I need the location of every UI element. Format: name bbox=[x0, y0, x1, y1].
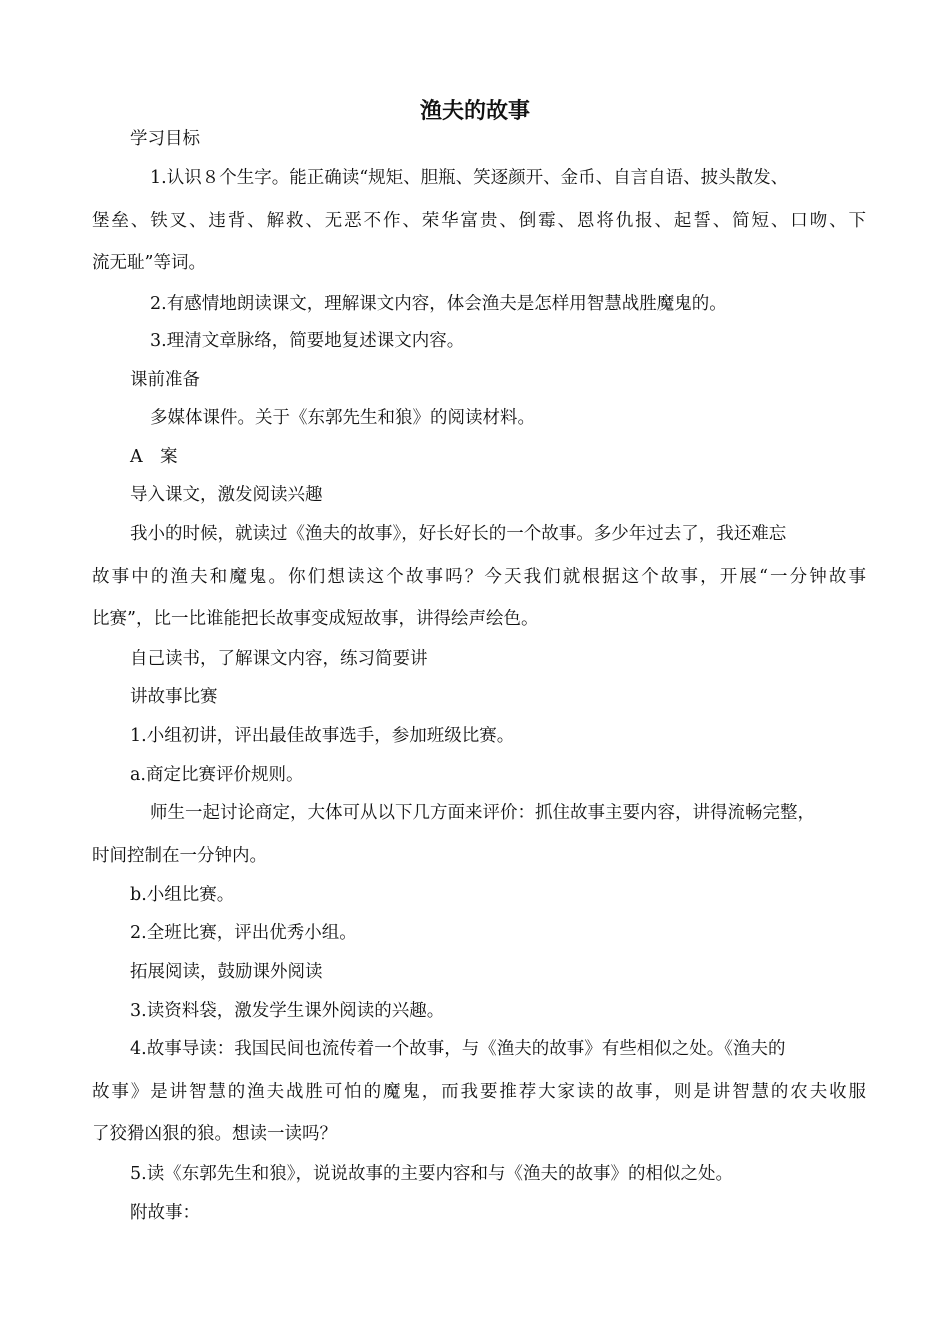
heading-introduction: 导入课文，激发阅读兴趣 bbox=[130, 485, 323, 505]
objective-3: 3.理清文章脉络，简要地复述课文内容。 bbox=[150, 331, 465, 351]
intro-paragraph-line-2: 故事中的渔夫和魔鬼。你们想读这个故事吗？今天我们就根据这个故事，开展“一分钟故事 bbox=[92, 567, 866, 587]
intro-paragraph-line-3: 比赛”，比一比谁能把长故事变成短故事，讲得绘声绘色。 bbox=[92, 609, 539, 629]
reading-step-4-line-3: 了狡猾凶狠的狼。想读一读吗？ bbox=[92, 1124, 337, 1144]
contest-step-2: 2.全班比赛，评出优秀小组。 bbox=[130, 923, 357, 943]
heading-story-contest: 讲故事比赛 bbox=[130, 687, 218, 707]
preparation-text: 多媒体课件。关于《东郭先生和狼》的阅读材料。 bbox=[150, 408, 535, 428]
objective-1-line-1: 1.认识８个生字。能正确读“规矩、胆瓶、笑逐颜开、金币、自言自语、披头散发、 bbox=[150, 168, 789, 188]
objective-2: 2.有感情地朗读课文，理解课文内容，体会渔夫是怎样用智慧战胜魔鬼的。 bbox=[150, 294, 727, 314]
contest-step-1: 1.小组初讲，评出最佳故事选手，参加班级比赛。 bbox=[130, 726, 515, 746]
contest-step-1b: b.小组比赛。 bbox=[130, 885, 235, 905]
objective-1-line-2: 堡垒、铁叉、违背、解救、无恶不作、荣华富贵、倒霉、恩将仇报、起誓、简短、口吻、下 bbox=[92, 211, 866, 231]
appendix-heading: 附故事： bbox=[130, 1203, 200, 1223]
rules-paragraph-line-2: 时间控制在一分钟内。 bbox=[92, 846, 267, 866]
reading-step-3: 3.读资料袋，激发学生课外阅读的兴趣。 bbox=[130, 1001, 445, 1021]
reading-step-4-line-2: 故事》是讲智慧的渔夫战胜可怕的魔鬼，而我要推荐大家读的故事，则是讲智慧的农夫收服 bbox=[92, 1082, 866, 1102]
heading-plan-a: A 案 bbox=[130, 447, 178, 467]
intro-paragraph-line-1: 我小的时候，就读过《渔夫的故事》，好长好长的一个故事。多少年过去了，我还难忘 bbox=[130, 524, 787, 544]
heading-self-reading: 自己读书，了解课文内容，练习简要讲 bbox=[130, 649, 428, 669]
reading-step-4-line-1: 4.故事导读：我国民间也流传着一个故事，与《渔夫的故事》有些相似之处。《渔夫的 bbox=[130, 1039, 786, 1059]
document-title: 渔夫的故事 bbox=[419, 99, 530, 124]
heading-preparation: 课前准备 bbox=[130, 370, 200, 390]
heading-objectives: 学习目标 bbox=[130, 129, 200, 149]
reading-step-5: 5.读《东郭先生和狼》，说说故事的主要内容和与《渔夫的故事》的相似之处。 bbox=[130, 1164, 733, 1184]
heading-extended-reading: 拓展阅读，鼓励课外阅读 bbox=[130, 962, 323, 982]
objective-1-line-3: 流无耻”等词。 bbox=[92, 253, 206, 273]
contest-step-1a: a.商定比赛评价规则。 bbox=[130, 765, 304, 785]
rules-paragraph-line-1: 师生一起讨论商定，大体可从以下几方面来评价：抓住故事主要内容，讲得流畅完整， bbox=[150, 803, 815, 823]
